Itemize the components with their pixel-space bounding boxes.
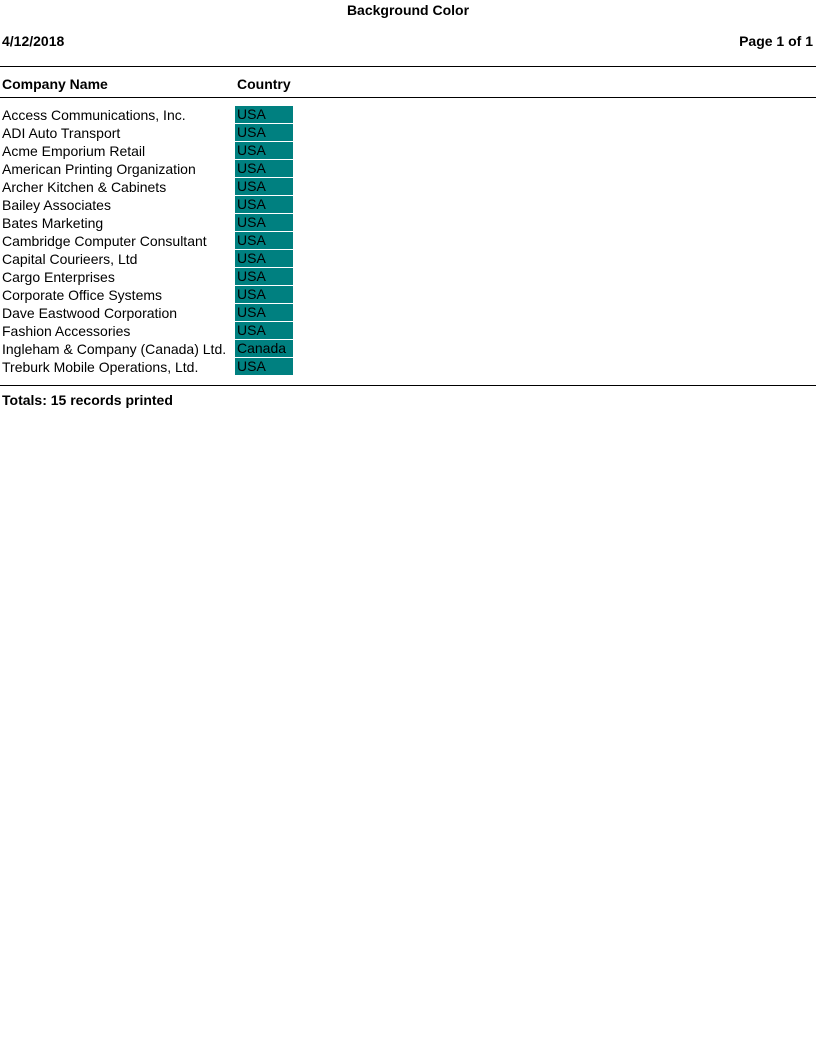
company-name-cell: American Printing Organization bbox=[2, 161, 196, 177]
table-row bbox=[0, 232, 816, 250]
company-name-cell: Bates Marketing bbox=[2, 215, 104, 231]
company-name-cell: Acme Emporium Retail bbox=[2, 143, 146, 159]
table-row bbox=[0, 268, 816, 286]
table-row bbox=[0, 322, 816, 340]
table-row bbox=[0, 358, 816, 376]
records-list bbox=[0, 106, 816, 376]
country-cell: Canada bbox=[235, 340, 293, 357]
table-row bbox=[0, 106, 816, 124]
country-cell: USA bbox=[235, 160, 293, 177]
report-date: 4/12/2018 bbox=[2, 33, 65, 49]
company-name-cell: Archer Kitchen & Cabinets bbox=[2, 179, 167, 195]
company-name-cell: Bailey Associates bbox=[2, 197, 111, 213]
table-row bbox=[0, 178, 816, 196]
country-cell: USA bbox=[235, 178, 293, 195]
company-name-cell: Ingleham & Company (Canada) Ltd. bbox=[2, 341, 227, 357]
table-row bbox=[0, 250, 816, 268]
country-cell: USA bbox=[235, 142, 293, 159]
column-header-country: Country bbox=[237, 76, 291, 92]
company-name-cell: Cambridge Computer Consultant bbox=[2, 233, 207, 249]
country-cell: USA bbox=[235, 124, 293, 141]
company-name-cell: Corporate Office Systems bbox=[2, 287, 163, 303]
company-name-cell: Fashion Accessories bbox=[2, 323, 131, 339]
company-name-cell: Treburk Mobile Operations, Ltd. bbox=[2, 359, 199, 375]
report-title: Background Color bbox=[346, 2, 470, 18]
country-cell: USA bbox=[235, 250, 293, 267]
table-row bbox=[0, 124, 816, 142]
top-divider bbox=[0, 66, 816, 67]
country-cell: USA bbox=[235, 304, 293, 321]
company-name-cell: ADI Auto Transport bbox=[2, 125, 121, 141]
footer-divider bbox=[0, 385, 816, 386]
table-row bbox=[0, 340, 816, 358]
country-cell: USA bbox=[235, 322, 293, 339]
totals-summary: Totals: 15 records printed bbox=[2, 392, 173, 408]
column-header-company-name: Company Name bbox=[2, 76, 108, 92]
table-row bbox=[0, 286, 816, 304]
country-cell: USA bbox=[235, 286, 293, 303]
table-row bbox=[0, 142, 816, 160]
header-divider bbox=[0, 97, 816, 98]
country-cell: USA bbox=[235, 196, 293, 213]
company-name-cell: Dave Eastwood Corporation bbox=[2, 305, 178, 321]
table-row bbox=[0, 196, 816, 214]
country-cell: USA bbox=[235, 214, 293, 231]
country-cell: USA bbox=[235, 232, 293, 249]
table-row bbox=[0, 214, 816, 232]
table-row bbox=[0, 160, 816, 178]
country-cell: USA bbox=[235, 268, 293, 285]
company-name-cell: Cargo Enterprises bbox=[2, 269, 115, 285]
country-cell: USA bbox=[235, 358, 293, 375]
company-name-cell: Access Communications, Inc. bbox=[2, 107, 186, 123]
country-cell: USA bbox=[235, 106, 293, 123]
company-name-cell: Capital Courieers, Ltd bbox=[2, 251, 138, 267]
page-number: Page 1 of 1 bbox=[739, 33, 813, 49]
table-row bbox=[0, 304, 816, 322]
